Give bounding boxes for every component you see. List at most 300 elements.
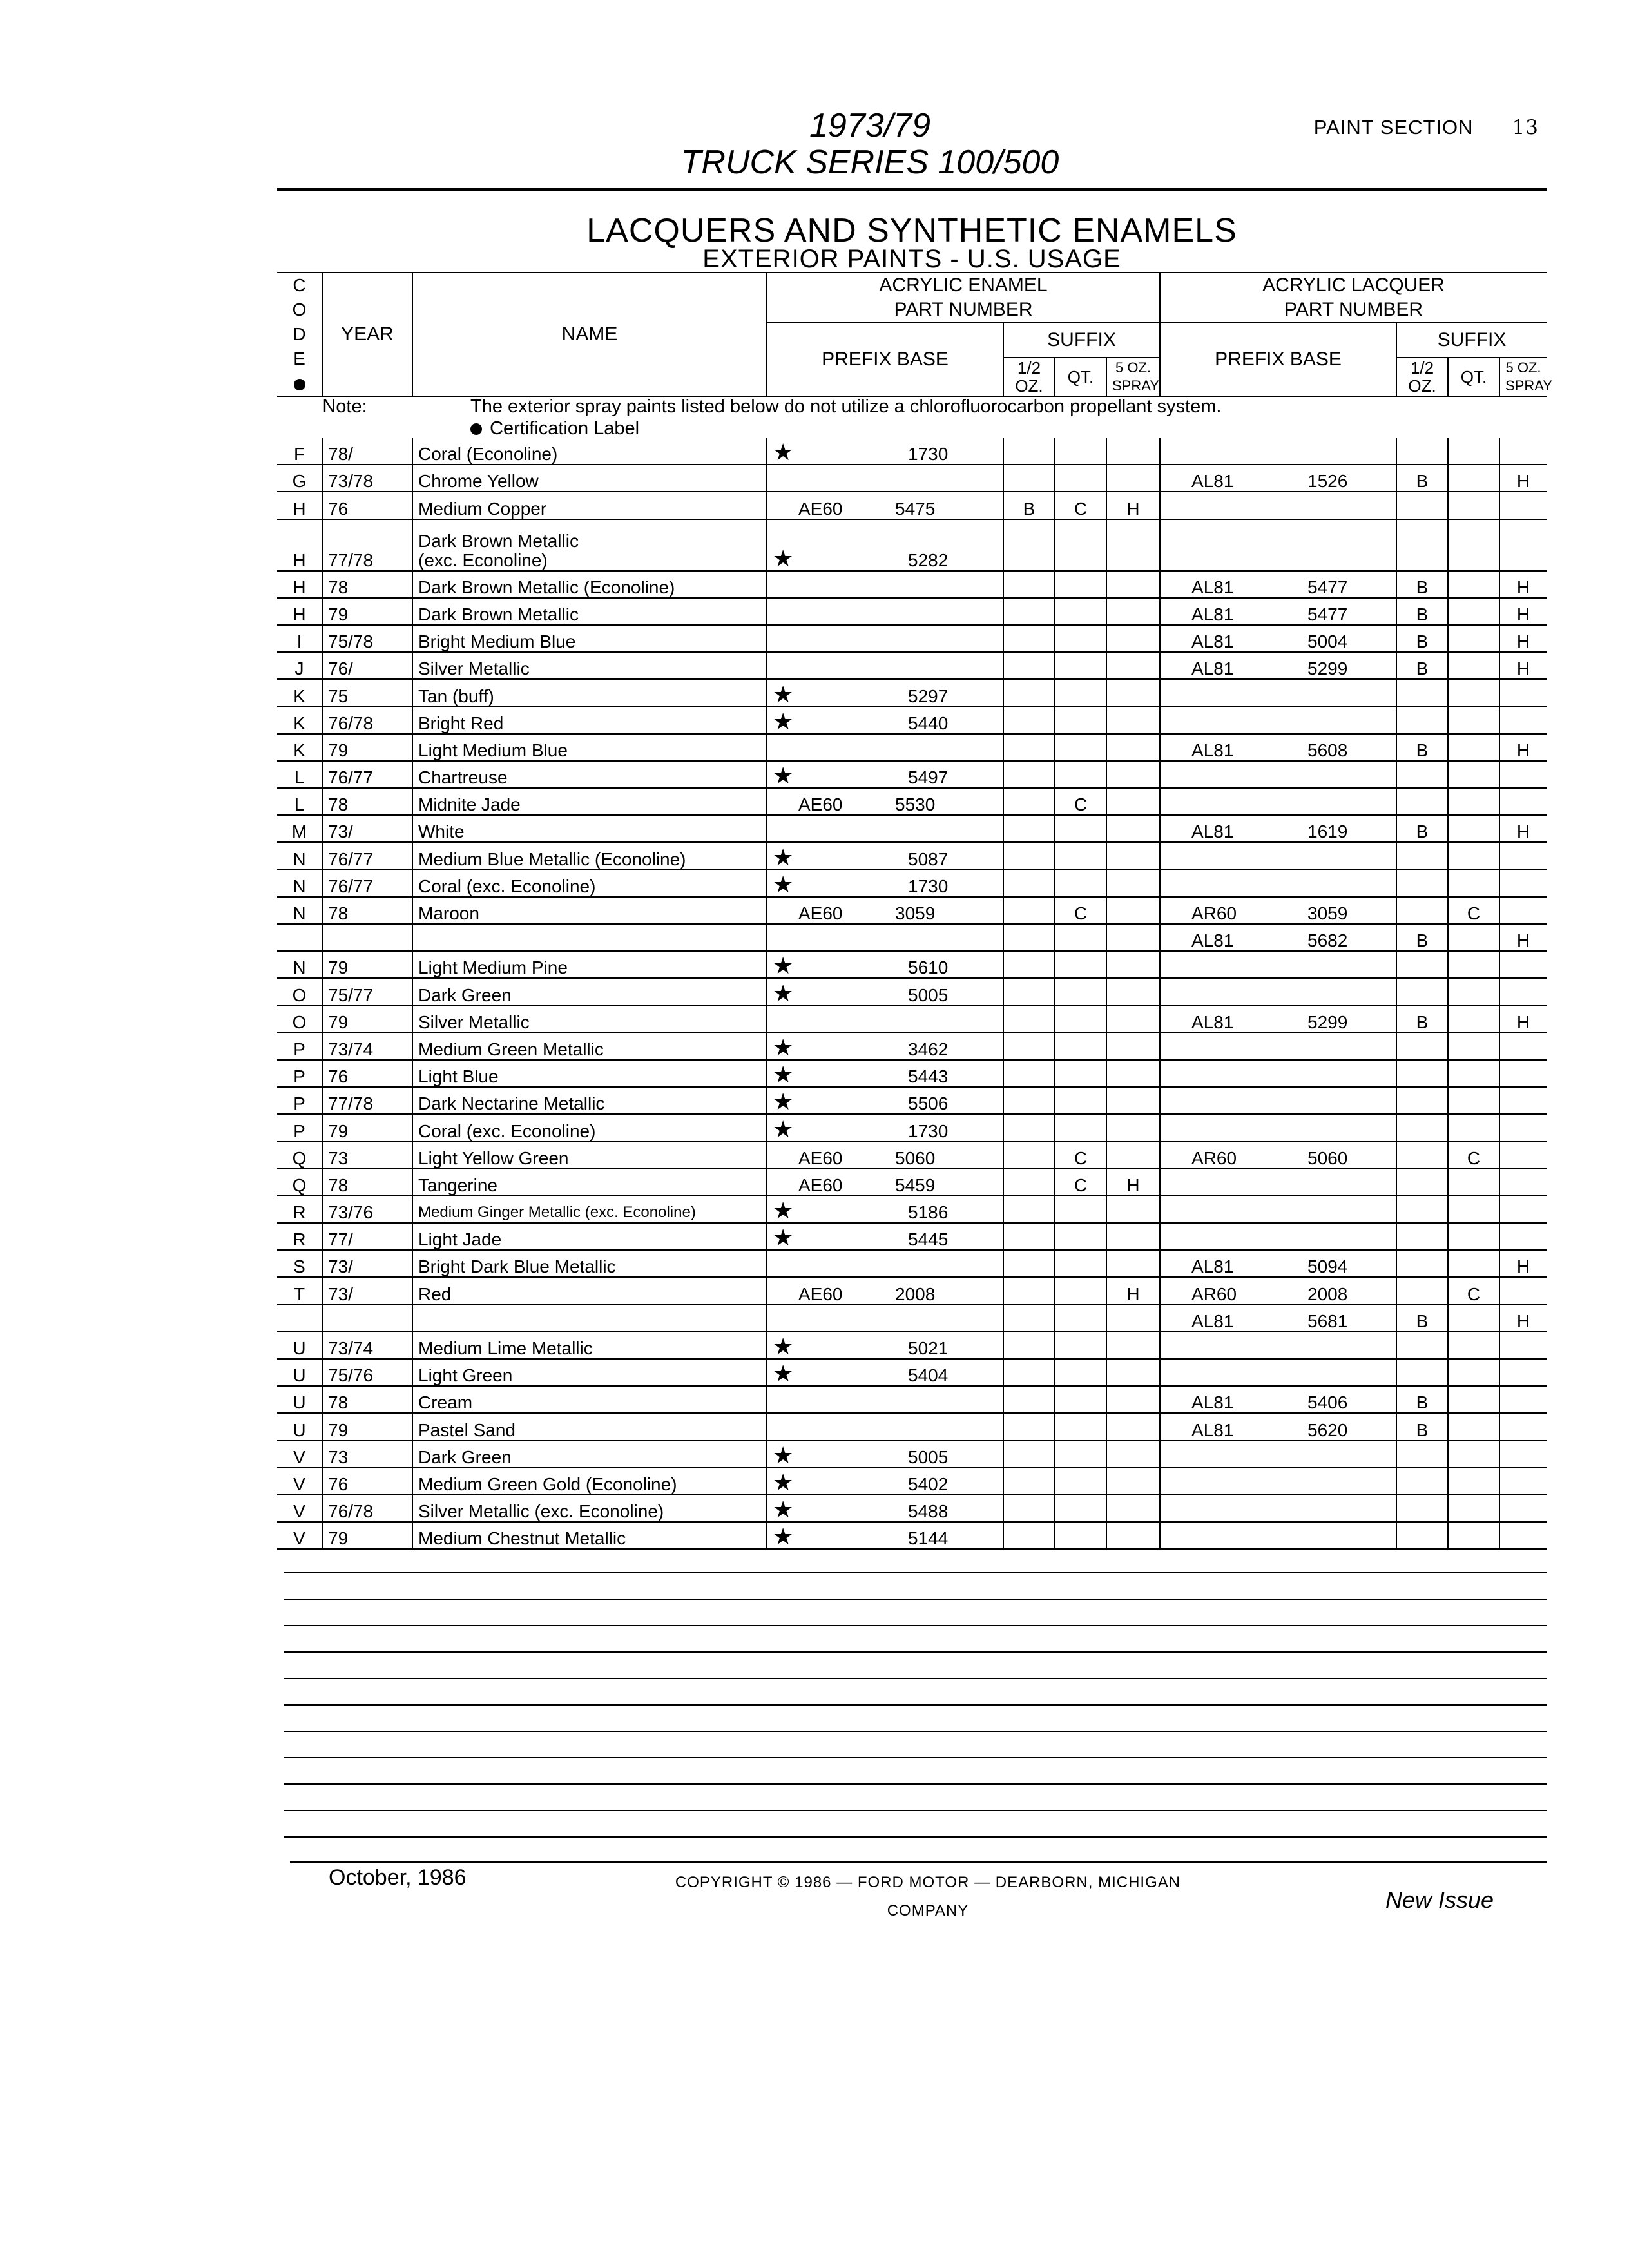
lacquer-spray: H [1499,734,1547,761]
enamel-spray [1106,978,1160,1005]
lacquer-prefix-base [1160,1114,1396,1141]
table-row [277,1250,1547,1277]
enamel-qt [1055,1386,1106,1413]
enamel-base: 5060 [895,1148,936,1168]
table-row [277,1169,1547,1196]
row-name: Chartreuse [412,761,767,788]
enamel-prefix-base [767,1033,1003,1060]
enamel-qt [1055,707,1106,734]
lacquer-qt [1448,788,1499,815]
row-code: S [277,1250,322,1277]
lacquer-prefix: AR60 [1191,1148,1237,1168]
row-name: Light Medium Blue [412,734,767,761]
lacquer-half-oz [1396,870,1448,897]
enamel-prefix-base [767,924,1003,951]
lacquer-spray [1499,951,1547,978]
lacquer-half-oz [1396,519,1448,571]
table-row [277,679,1547,706]
enamel-prefix-base [767,438,1003,465]
lacquer-spray [1499,870,1547,897]
row-year: 75/76 [322,1359,412,1386]
row-code: V [277,1468,322,1495]
acrylic-lacquer-header: ACRYLIC LACQUER PART NUMBER [1160,273,1547,323]
enamel-qt: C [1055,897,1106,924]
enamel-prefix-base [767,571,1003,598]
enamel-half-oz [1003,1114,1055,1141]
enamel-qt [1055,951,1106,978]
enamel-base: 5497 [908,767,949,788]
row-name: Dark Green [412,1441,767,1468]
enamel-qt [1055,1250,1106,1277]
enamel-qt [1055,1495,1106,1522]
lacquer-half-oz: B [1396,1413,1448,1440]
enamel-spray: H [1106,1277,1160,1304]
table-header [277,273,1552,396]
enamel-prefix-base [767,1250,1003,1277]
lacquer-spray [1499,1087,1547,1114]
row-name: Coral (Econoline) [412,438,767,465]
row-year: 79 [322,1006,412,1033]
lacquer-prefix-base [1160,1495,1396,1522]
star-icon: ★ [773,762,794,789]
enamel-half-oz [1003,1441,1055,1468]
enamel-qt [1055,1033,1106,1060]
enamel-base: 5443 [908,1066,949,1087]
row-year: 75 [322,679,412,706]
lacquer-prefix-base [1160,598,1396,625]
enamel-half-oz [1003,761,1055,788]
enamel-prefix-base [767,1169,1003,1196]
lacquer-spray [1499,1277,1547,1304]
enamel-base: 5021 [908,1338,949,1358]
enamel-prefix-base [767,1386,1003,1413]
lacquer-prefix-base [1160,492,1396,519]
enamel-base: 5005 [908,985,949,1005]
lacquer-prefix-base [1160,1006,1396,1033]
row-year: 77/78 [322,519,412,571]
row-code: O [277,978,322,1005]
row-name: Silver Metallic [412,652,767,679]
lacquer-spray: H [1499,598,1547,625]
row-code: V [277,1522,322,1549]
lacquer-prefix-base [1160,1142,1396,1169]
star-icon: ★ [773,1197,794,1224]
row-code: K [277,707,322,734]
row-name [412,1305,767,1332]
lacquer-half-oz [1396,1277,1448,1304]
lacquer-prefix-base [1160,924,1396,951]
lacquer-prefix: AL81 [1191,1311,1234,1331]
enamel-half-oz [1003,734,1055,761]
enamel-base: 5005 [908,1446,949,1467]
lacquer-prefix: AL81 [1191,658,1234,679]
note-text: The exterior spray paints listed below do not utilize a chlorofluorocarbon propellant system. [470,396,1222,417]
enamel-half-oz [1003,951,1055,978]
lacquer-base: 5299 [1307,658,1348,679]
enamel-spray [1106,571,1160,598]
lacquer-spray [1499,978,1547,1005]
lacquer-spray [1499,1441,1547,1468]
section-name: PAINT SECTION [1313,116,1474,139]
enamel-qt [1055,652,1106,679]
lacquer-prefix-base [1160,870,1396,897]
table-row [277,978,1547,1005]
lacquer-qt [1448,707,1499,734]
lacquer-prefix-base [1160,1060,1396,1087]
lacquer-half-oz: B [1396,1386,1448,1413]
enamel-prefix-base [767,1495,1003,1522]
enamel-prefix: AE60 [798,1283,843,1304]
row-name: Dark Brown Metallic (exc. Econoline) [412,519,767,571]
lacquer-base: 5682 [1307,930,1348,951]
row-code: P [277,1060,322,1087]
enamel-base: 5186 [908,1202,949,1223]
lacquer-prefix-base [1160,1250,1396,1277]
note-row [277,396,1547,438]
enamel-qt: C [1055,1142,1106,1169]
star-icon: ★ [773,680,794,707]
enamel-qt [1055,1060,1106,1087]
lacquer-half-oz [1396,492,1448,519]
page-number: 13 [1512,116,1539,139]
enamel-base: 1730 [908,1120,949,1141]
enamel-half-oz [1003,571,1055,598]
enamel-half-oz: B [1003,492,1055,519]
lacquer-qt [1448,571,1499,598]
enamel-half-oz [1003,1087,1055,1114]
row-name [412,924,767,951]
enamel-half-oz [1003,1169,1055,1196]
enamel-prefix-base [767,465,1003,492]
lacquer-qt [1448,1250,1499,1277]
row-name: Tangerine [412,1169,767,1196]
row-name: Light Blue [412,1060,767,1087]
lacquer-qt: C [1448,1142,1499,1169]
row-name: Medium Ginger Metallic (exc. Econoline) [412,1196,767,1223]
certification-label: Certification Label [490,418,640,439]
lacquer-prefix-base-header: PREFIX BASE [1160,323,1396,396]
row-year: 73/76 [322,1196,412,1223]
enamel-prefix-base [767,1060,1003,1087]
row-code: U [277,1332,322,1359]
enamel-spray [1106,1495,1160,1522]
lacquer-qt [1448,652,1499,679]
lacquer-half-oz: B [1396,734,1448,761]
row-year: 79 [322,951,412,978]
lacquer-half-oz: B [1396,571,1448,598]
enamel-half-oz [1003,1277,1055,1304]
lacquer-spray [1499,1169,1547,1196]
star-icon: ★ [773,1360,794,1387]
lacquer-qt [1448,815,1499,842]
row-name: Light Green [412,1359,767,1386]
lacquer-half-oz: B [1396,1006,1448,1033]
dot-icon [470,423,482,435]
enamel-prefix-base [767,519,1003,571]
lacquer-half-oz: B [1396,1305,1448,1332]
enamel-prefix-base [767,1441,1003,1468]
lacquer-qt [1448,1495,1499,1522]
enamel-spray [1106,1359,1160,1386]
blank-line [284,1810,1547,1811]
lacquer-qt [1448,1441,1499,1468]
enamel-prefix: AE60 [798,1148,843,1168]
lacquer-half-oz [1396,1441,1448,1468]
doc-title-series: TRUCK SERIES 100/500 [680,144,1059,181]
table-row [277,652,1547,679]
row-name: Light Yellow Green [412,1142,767,1169]
table-row [277,465,1547,492]
lacquer-qt [1448,761,1499,788]
row-name: Medium Chestnut Metallic [412,1522,767,1549]
row-year: 76/78 [322,1495,412,1522]
row-year: 78 [322,897,412,924]
lacquer-half-oz [1396,951,1448,978]
enamel-prefix-base [767,598,1003,625]
row-name: Dark Brown Metallic [412,598,767,625]
lacquer-qt [1448,625,1499,652]
lacquer-half-oz [1396,1033,1448,1060]
row-name: Light Medium Pine [412,951,767,978]
lacquer-half-oz [1396,1250,1448,1277]
enamel-spray [1106,761,1160,788]
row-year: 73 [322,1142,412,1169]
enamel-spray [1106,1114,1160,1141]
enamel-qt [1055,1196,1106,1223]
lacquer-prefix-base [1160,571,1396,598]
row-name: Medium Copper [412,492,767,519]
lacquer-prefix-base [1160,1305,1396,1332]
lacquer-prefix: AL81 [1191,1012,1234,1032]
lacquer-qt [1448,951,1499,978]
blank-line [284,1651,1547,1653]
lacquer-base: 1526 [1307,471,1348,492]
lacquer-prefix: AL81 [1191,631,1234,652]
enamel-half-oz [1003,1142,1055,1169]
row-name: Silver Metallic [412,1006,767,1033]
row-code: P [277,1087,322,1114]
lacquer-half-oz [1396,438,1448,465]
row-code: U [277,1359,322,1386]
table-row [277,1006,1547,1033]
row-name: Tan (buff) [412,679,767,706]
row-year [322,1305,412,1332]
lacquer-prefix-base [1160,761,1396,788]
row-name: Pastel Sand [412,1413,767,1440]
acrylic-enamel-header: ACRYLIC ENAMEL PART NUMBER [767,273,1160,323]
lacquer-half-oz [1396,1332,1448,1359]
enamel-prefix-base [767,1277,1003,1304]
lacquer-spray [1499,1142,1547,1169]
row-year: 76/77 [322,842,412,869]
enamel-base: 5530 [895,794,936,815]
enamel-prefix-base [767,842,1003,869]
row-year: 78/ [322,438,412,465]
lacquer-qt [1448,842,1499,869]
enamel-spray [1106,1033,1160,1060]
table-row [277,1359,1547,1386]
row-year: 79 [322,598,412,625]
row-year: 75/77 [322,978,412,1005]
enamel-qt [1055,598,1106,625]
lacquer-base: 5004 [1307,631,1348,652]
enamel-qt [1055,761,1106,788]
lacquer-prefix-base [1160,465,1396,492]
lacquer-prefix-base [1160,1033,1396,1060]
lacquer-base: 5608 [1307,740,1348,760]
lacquer-qt [1448,1087,1499,1114]
enamel-spray [1106,1305,1160,1332]
lacquer-half-oz [1396,707,1448,734]
row-code: H [277,519,322,571]
enamel-qt [1055,1006,1106,1033]
star-icon: ★ [773,1496,794,1523]
lacquer-spray [1499,519,1547,571]
enamel-spray [1106,870,1160,897]
lacquer-half-oz [1396,679,1448,706]
enamel-prefix-base [767,1114,1003,1141]
table-row [277,1332,1547,1359]
row-code: N [277,870,322,897]
footer-copyright: COPYRIGHT © 1986 — FORD MOTOR — DEARBORN, MICHIGAN COMPANY [675,1874,1181,1919]
row-year: 76/ [322,652,412,679]
enamel-base: 5475 [895,498,936,519]
note-text-cell [412,396,1547,438]
row-name: Midnite Jade [412,788,767,815]
row-name: Medium Lime Metallic [412,1332,767,1359]
enamel-half-oz [1003,815,1055,842]
enamel-half-oz [1003,438,1055,465]
lacquer-suffix-header: SUFFIX [1396,323,1547,358]
row-year: 73/74 [322,1332,412,1359]
row-year [322,924,412,951]
enamel-spray [1106,707,1160,734]
lacquer-spray [1499,1114,1547,1141]
row-code: L [277,761,322,788]
row-year: 79 [322,1522,412,1549]
lacquer-prefix: AR60 [1191,903,1237,923]
enamel-qt [1055,870,1106,897]
lacquer-half-oz [1396,788,1448,815]
table-row [277,1522,1547,1549]
lacquer-prefix-base [1160,951,1396,978]
enamel-prefix-base [767,815,1003,842]
lacquer-qt [1448,870,1499,897]
row-name: Medium Blue Metallic (Econoline) [412,842,767,869]
blank-line [284,1731,1547,1732]
row-code: V [277,1441,322,1468]
lacquer-qt [1448,1114,1499,1141]
enamel-base: 2008 [895,1283,936,1304]
row-code: O [277,1006,322,1033]
row-name: Bright Red [412,707,767,734]
enamel-half-oz [1003,465,1055,492]
lacquer-spray [1499,1223,1547,1250]
enamel-spray [1106,1142,1160,1169]
lacquer-spray [1499,761,1547,788]
row-code: J [277,652,322,679]
lacquer-qt [1448,1006,1499,1033]
enamel-prefix-base [767,870,1003,897]
enamel-base: 5506 [908,1093,949,1114]
enamel-base: 3059 [895,903,936,923]
lacquer-base: 5406 [1307,1392,1348,1413]
enamel-spray [1106,1087,1160,1114]
enamel-base: 5440 [908,713,949,733]
table-row [277,1060,1547,1087]
enamel-prefix-base [767,1087,1003,1114]
enamel-prefix: AE60 [798,1175,843,1195]
table-row [277,1305,1547,1332]
enamel-half-oz [1003,1196,1055,1223]
name-header: NAME [412,273,767,396]
lacquer-prefix: AL81 [1191,822,1234,842]
lacquer-prefix-base [1160,1277,1396,1304]
row-code: U [277,1386,322,1413]
row-name: Dark Brown Metallic (Econoline) [412,571,767,598]
lacquer-half-oz [1396,1142,1448,1169]
lacquer-prefix-base [1160,1386,1396,1413]
enamel-spray [1106,1468,1160,1495]
row-year: 78 [322,788,412,815]
table-row [277,707,1547,734]
lacquer-spray [1499,1495,1547,1522]
enamel-qt [1055,1468,1106,1495]
enamel-qt [1055,571,1106,598]
row-code [277,924,322,951]
enamel-spray [1106,598,1160,625]
enamel-half-oz [1003,842,1055,869]
lacquer-qt [1448,734,1499,761]
star-icon: ★ [773,1033,794,1061]
lacquer-prefix-base [1160,897,1396,924]
enamel-qt [1055,1277,1106,1304]
star-icon: ★ [773,1523,794,1550]
lacquer-prefix-base [1160,1169,1396,1196]
lacquer-spray [1499,492,1547,519]
paint-table [277,272,1552,1550]
star-icon: ★ [773,1224,794,1251]
row-name: Maroon [412,897,767,924]
enamel-half-oz [1003,1386,1055,1413]
enamel-half-oz [1003,1332,1055,1359]
row-code: N [277,897,322,924]
lacquer-qt [1448,1386,1499,1413]
enamel-half-oz [1003,652,1055,679]
enamel-half-oz [1003,924,1055,951]
sub-title: EXTERIOR PAINTS - U.S. USAGE [702,245,1121,273]
lacquer-prefix-base [1160,734,1396,761]
star-icon: ★ [773,870,794,898]
enamel-half-oz [1003,897,1055,924]
lacquer-prefix-base [1160,842,1396,869]
enamel-half-oz [1003,707,1055,734]
lacquer-prefix-base [1160,1413,1396,1440]
dot-icon [294,379,305,390]
enamel-spray [1106,1413,1160,1440]
table-row [277,1468,1547,1495]
star-icon: ★ [773,1333,794,1360]
lacquer-half-oz [1396,1087,1448,1114]
enamel-half-oz [1003,1522,1055,1549]
lacquer-spray [1499,897,1547,924]
enamel-half-oz [1003,598,1055,625]
enamel-qt [1055,1087,1106,1114]
row-code: Q [277,1142,322,1169]
lacquer-prefix-base [1160,652,1396,679]
lacquer-prefix-base [1160,1359,1396,1386]
table-row [277,519,1547,571]
